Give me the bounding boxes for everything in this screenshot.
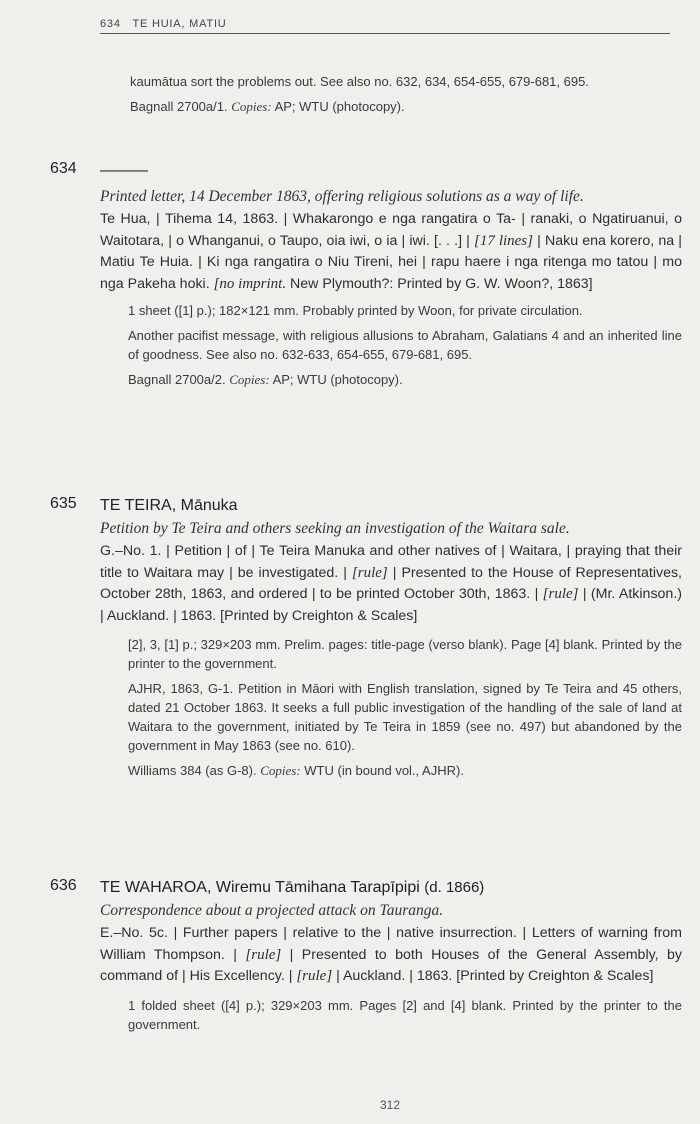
entry-number: 636 (50, 877, 77, 894)
entry-copies (128, 761, 682, 780)
transcription-part: [rule] (542, 586, 579, 602)
transcription-part: | (Mr. Atkinson.) | Auckland. | 1863. [Printed by Creighton & Scales] (100, 586, 682, 624)
transcription-part: [rule] (351, 564, 388, 581)
entry-number: 635 (50, 495, 77, 512)
author-dates: (d. 1866) (424, 879, 485, 896)
entry-note: Another pacifist message, with religious allusions to Abraham, Galatians 4 and an inherited line of goodness. See also no. 632-633, 654-655, 679-681, 695. (128, 328, 682, 362)
transcription-part: | Naku ena korero, na | Matiu Te Huia. | Ki nga rangatira o Niu Tireni, hei | rapu haere i nga ritenga mo tatou | mo nga Pakeha hoki. (100, 232, 682, 292)
transcription-part: [no imprint. (213, 275, 287, 292)
entry-heading-name: TE TEIRA, Mānuka (100, 497, 238, 514)
transcription-part: [17 lines] (474, 232, 533, 249)
copies-label: Copies: (229, 372, 270, 387)
copies-label: Copies: (260, 763, 301, 778)
author-name: TE WAHAROA, Wiremu Tāmihana Tarapīpipi (100, 879, 420, 896)
header-page-number: 634 (100, 18, 121, 30)
entry-copies (128, 370, 682, 389)
transcription-part: [rule] (245, 946, 282, 963)
entry-number: 634 (50, 160, 77, 177)
entry-transcription (100, 209, 682, 295)
transcription-part: Te Hua, | Tihema 14, 1863. | Whakarongo e nga rangatira o Ta- | ranaki, o Ngatiruanui, o Waitotara, | o Whanganui, o Taupo, oia iwi, o ia | iwi. [. . .] | (100, 211, 682, 249)
previous-entry-continuation (100, 72, 680, 122)
entry-note: [2], 3, [1] p.; 329×203 mm. Prelim. pages: title-page (verso blank). Page [4] blank. Printed by the printer to the government. (128, 637, 682, 671)
transcription-part: G.–No. 1. | Petition | of | Te Teira Manuka and other natives of | Waitara, | praying that their title to Waitara may | be investigated. | (100, 543, 682, 581)
copies-value: AP; WTU (photocopy). (272, 372, 403, 387)
entry-transcription (100, 541, 682, 627)
running-header (100, 18, 670, 34)
bagnall-ref: Bagnall 2700a/2. (128, 372, 226, 387)
entry-note: 1 sheet ([1] p.); 182×121 mm. Probably printed by Woon, for private circulation. (128, 303, 583, 318)
transcription-part: E.–No. 5c. | Further papers | relative to the | native insurrection. | Letters of warning from William Thompson. | (100, 925, 682, 963)
bagnall-ref: Bagnall 2700a/1. (130, 99, 228, 114)
copies-label: Copies: (231, 99, 272, 114)
williams-ref: Williams 384 (as G-8). (128, 763, 257, 778)
entry-title: Correspondence about a projected attack on Tauranga. (100, 902, 444, 919)
entry-note: 1 folded sheet ([4] p.); 329×203 mm. Pages [2] and [4] blank. Printed by the printer to the government. (128, 997, 682, 1032)
continuation-text: kaumātua sort the problems out. See also no. 632, 634, 654-655, 679-681, 695. (130, 74, 589, 89)
transcription-part: | Presented to the House of Representatives, October 28th, 1863, and ordered | to be printed October 30th, 1863. | (100, 564, 682, 602)
transcription-part: | Auckland. | 1863. [Printed by Creighton & Scales] (332, 968, 654, 984)
copies-value: AP; WTU (photocopy). (274, 99, 405, 114)
entry-title: Printed letter, 14 December 1863, offering religious solutions as a way of life. (100, 188, 584, 205)
transcription-part: New Plymouth?: Printed by G. W. Woon?, 1863] (286, 275, 593, 292)
entry-transcription (100, 923, 682, 988)
transcription-part: [rule] (296, 968, 333, 984)
entry-heading-name (100, 877, 682, 899)
entry-heading-dash: ——— (100, 162, 148, 179)
header-running-title: TE HUIA, MATIU (132, 18, 227, 30)
transcription-part: | Presented to both Houses of the General Assembly, by command of | His Excellency. | (100, 946, 682, 984)
continuation-copies (130, 97, 680, 116)
page-folio: 312 (379, 1098, 401, 1112)
copies-value: WTU (in bound vol., AJHR). (304, 763, 464, 778)
entry-title: Petition by Te Teira and others seeking an investigation of the Waitara sale. (100, 520, 570, 537)
entry-note: AJHR, 1863, G-1. Petition in Māori with English translation, signed by Te Teira and 45 others, dated 21 October 1863. It seeks a full public investigation of the handling of the sale of land at Waitara to the government, initiated by Te Teira in 1859 (see no. 497) but abandoned by the government in May 1863 (see no. 610). (128, 681, 682, 753)
